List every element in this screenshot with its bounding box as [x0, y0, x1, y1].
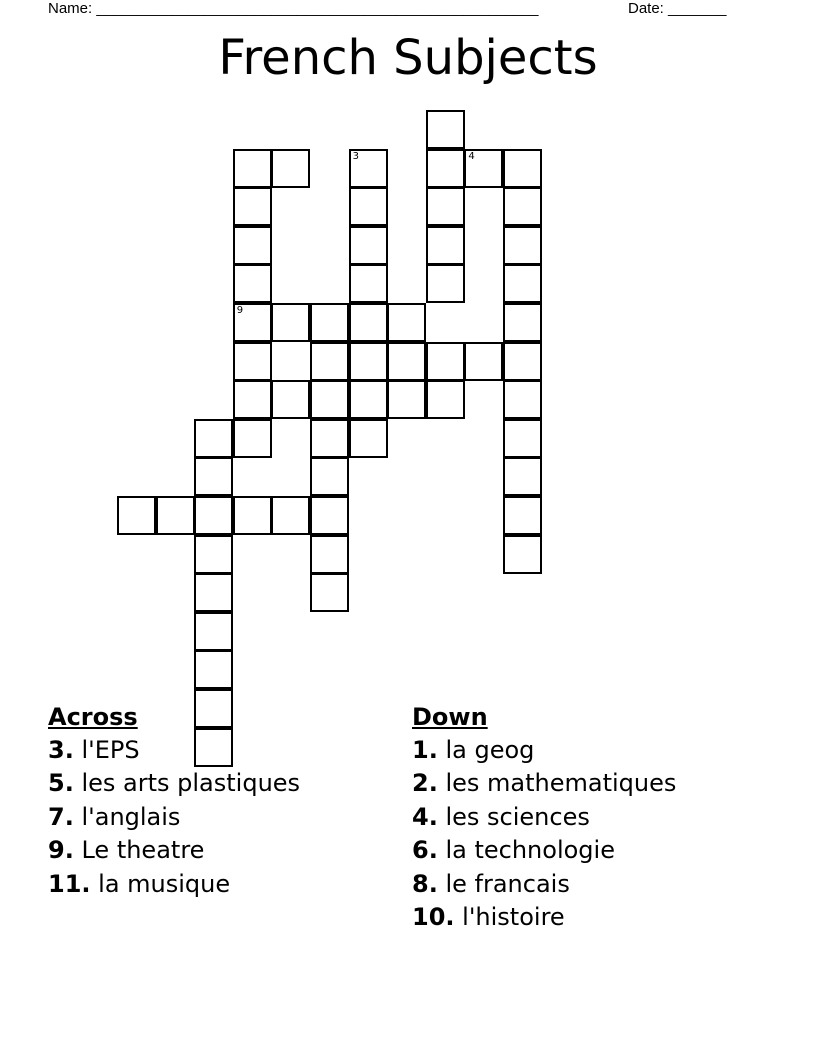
across-clues: [48, 700, 300, 901]
crossword-cell[interactable]: [426, 264, 465, 303]
crossword-cell[interactable]: [349, 342, 388, 381]
clue-text: le francais: [445, 869, 570, 898]
crossword-cell[interactable]: [194, 457, 233, 496]
crossword-cell[interactable]: [310, 419, 349, 458]
clue-number: 6.: [412, 836, 438, 865]
crossword-cell[interactable]: [194, 535, 233, 574]
crossword-cell[interactable]: [233, 303, 272, 342]
clue-down-8: [412, 868, 676, 901]
crossword-cell[interactable]: [271, 149, 310, 188]
clue-text: les arts plastiques: [81, 769, 301, 798]
crossword-cell[interactable]: [310, 496, 349, 535]
crossword-cell[interactable]: [426, 342, 465, 381]
crossword-cell[interactable]: [426, 380, 465, 419]
clue-number: 9.: [48, 836, 74, 865]
down-clues: [412, 700, 676, 934]
clue-number: 7.: [48, 802, 74, 831]
crossword-cell[interactable]: [503, 457, 542, 496]
crossword-cell[interactable]: [194, 650, 233, 689]
clue-across-5: [48, 767, 300, 800]
clue-text: la musique: [98, 869, 231, 898]
clue-across-3: [48, 734, 300, 767]
clue-down-2: [412, 767, 676, 800]
crossword-cell[interactable]: [194, 612, 233, 651]
crossword-cell[interactable]: [426, 226, 465, 265]
crossword-cell[interactable]: [503, 187, 542, 226]
clue-number: 11.: [48, 869, 91, 898]
name-field-label[interactable]: Name: _____________________________________________________: [48, 0, 539, 17]
crossword-cell[interactable]: [233, 187, 272, 226]
crossword-cell[interactable]: [387, 380, 426, 419]
crossword-cell[interactable]: [349, 226, 388, 265]
clue-number: 5.: [48, 769, 74, 798]
clue-down-6: [412, 834, 676, 867]
crossword-cell[interactable]: [503, 149, 542, 188]
cell-number: 4: [468, 150, 475, 162]
crossword-cell[interactable]: [503, 419, 542, 458]
crossword-cell[interactable]: [271, 303, 310, 342]
crossword-cell[interactable]: [310, 342, 349, 381]
across-heading: Across: [48, 703, 138, 731]
page-title: French Subjects: [218, 30, 598, 86]
clue-text: la technologie: [445, 836, 615, 865]
crossword-cell[interactable]: [194, 419, 233, 458]
crossword-cell[interactable]: [387, 342, 426, 381]
crossword-cell[interactable]: [349, 380, 388, 419]
date-field-label[interactable]: Date: _______: [628, 0, 727, 17]
crossword-cell[interactable]: [233, 226, 272, 265]
crossword-cell[interactable]: [233, 380, 272, 419]
down-heading: Down: [412, 703, 488, 731]
crossword-cell[interactable]: [117, 496, 156, 535]
clue-text: la geog: [445, 736, 535, 764]
clue-text: l'EPS: [81, 736, 140, 764]
crossword-cell[interactable]: [233, 264, 272, 303]
clue-number: 2.: [412, 769, 438, 798]
clue-number: 8.: [412, 869, 438, 898]
crossword-cell[interactable]: [233, 419, 272, 458]
crossword-cell[interactable]: [271, 496, 310, 535]
crossword-cell[interactable]: [349, 419, 388, 458]
crossword-cell[interactable]: [310, 380, 349, 419]
crossword-cell[interactable]: [271, 380, 310, 419]
crossword-cell[interactable]: [233, 496, 272, 535]
clue-down-10: [412, 901, 676, 934]
crossword-cell[interactable]: [310, 303, 349, 342]
cell-number: 3: [352, 150, 359, 162]
crossword-cell[interactable]: [503, 342, 542, 381]
crossword-cell[interactable]: [464, 149, 503, 188]
crossword-cell[interactable]: [503, 535, 542, 574]
crossword-cell[interactable]: [194, 573, 233, 612]
clue-text: les mathematiques: [445, 769, 677, 798]
crossword-cell[interactable]: [387, 303, 426, 342]
clue-number: 10.: [412, 902, 455, 931]
crossword-cell[interactable]: [503, 380, 542, 419]
clue-down-4: [412, 801, 676, 834]
clue-number: 3.: [48, 736, 74, 764]
clue-text: l'histoire: [462, 902, 565, 931]
crossword-cell[interactable]: [503, 303, 542, 342]
crossword-cell[interactable]: [156, 496, 195, 535]
clue-number: 1.: [412, 736, 438, 764]
clue-across-7: [48, 801, 300, 834]
crossword-cell[interactable]: [349, 149, 388, 188]
clue-text: les sciences: [445, 802, 590, 831]
crossword-cell[interactable]: [503, 264, 542, 303]
crossword-cell[interactable]: [194, 496, 233, 535]
crossword-cell[interactable]: [310, 457, 349, 496]
crossword-cell[interactable]: [464, 342, 503, 381]
crossword-cell[interactable]: [503, 496, 542, 535]
crossword-cell[interactable]: [233, 149, 272, 188]
crossword-cell[interactable]: [233, 342, 272, 381]
clue-number: 4.: [412, 802, 438, 831]
crossword-cell[interactable]: [426, 187, 465, 226]
clue-text: Le theatre: [81, 836, 205, 865]
crossword-cell[interactable]: [349, 264, 388, 303]
clue-across-11: [48, 868, 300, 901]
crossword-cell[interactable]: [310, 573, 349, 612]
crossword-cell[interactable]: [349, 303, 388, 342]
crossword-cell[interactable]: [426, 110, 465, 149]
crossword-cell[interactable]: [349, 187, 388, 226]
crossword-cell[interactable]: [310, 535, 349, 574]
crossword-cell[interactable]: [503, 226, 542, 265]
clue-across-9: [48, 834, 300, 867]
clue-text: l'anglais: [81, 802, 181, 831]
cell-number: 9: [236, 305, 244, 316]
clue-down-1: [412, 734, 676, 767]
crossword-cell[interactable]: [426, 149, 465, 188]
